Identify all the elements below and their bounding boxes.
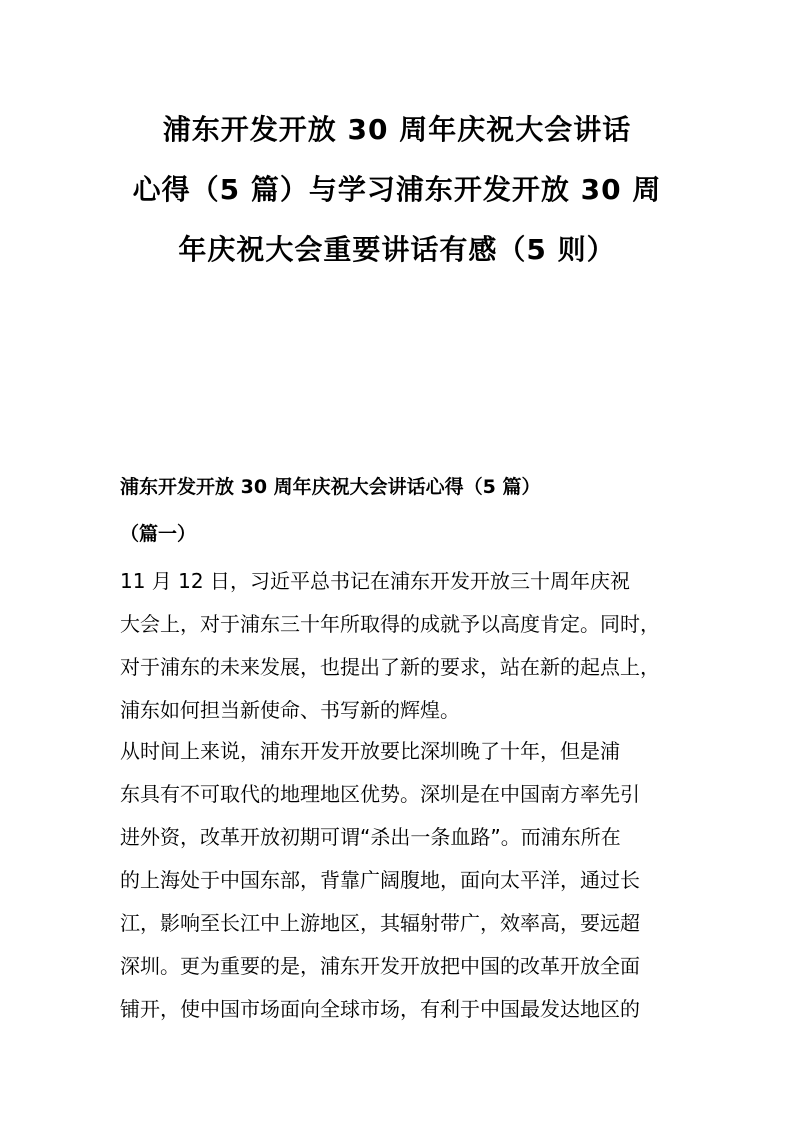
paragraph-line: 从时间上来说，浦东开发开放要比深圳晚了十年，但是浦 (120, 739, 620, 763)
title-line: 心得（5 篇）与学习浦东开发开放 30 周 (132, 173, 662, 206)
sub-heading: （篇一） (120, 523, 197, 545)
section-heading: 浦东开发开放 30 周年庆祝大会讲话心得（5 篇） (120, 476, 541, 498)
paragraph-line: 浦东如何担当新使命、书写新的辉煌。 (120, 698, 460, 722)
document-title (100, 100, 694, 280)
paragraph (120, 730, 680, 1031)
paragraph-line: 江，影响至长江中上游地区，其辐射带广，效率高，要远超 (120, 911, 640, 935)
paragraph-line: 东具有不可取代的地理地区优势。深圳是在中国南方率先引 (120, 782, 640, 806)
paragraph (120, 560, 680, 732)
title-line: 年庆祝大会重要讲话有感（5 则） (178, 233, 616, 266)
paragraph-line: 大会上，对于浦东三十年所取得的成就予以高度肯定。同时， (120, 612, 660, 636)
paragraph-line: 的上海处于中国东部，背靠广阔腹地，面向太平洋，通过长 (120, 868, 640, 892)
paragraph-line: 进外资，改革开放初期可谓“杀出一条血路”。而浦东所在 (120, 825, 621, 849)
paragraph-line: 铺开，使中国市场面向全球市场，有利于中国最发达地区的 (120, 997, 640, 1021)
paragraph-line: 深圳。更为重要的是，浦东开发开放把中国的改革开放全面 (120, 954, 640, 978)
paragraph-line: 对于浦东的未来发展，也提出了新的要求，站在新的起点上， (120, 655, 660, 679)
title-line: 浦东开发开放 30 周年庆祝大会讲话 (162, 113, 632, 146)
paragraph-line: 11 月 12 日，习近平总书记在浦东开发开放三十周年庆祝 (120, 569, 630, 593)
